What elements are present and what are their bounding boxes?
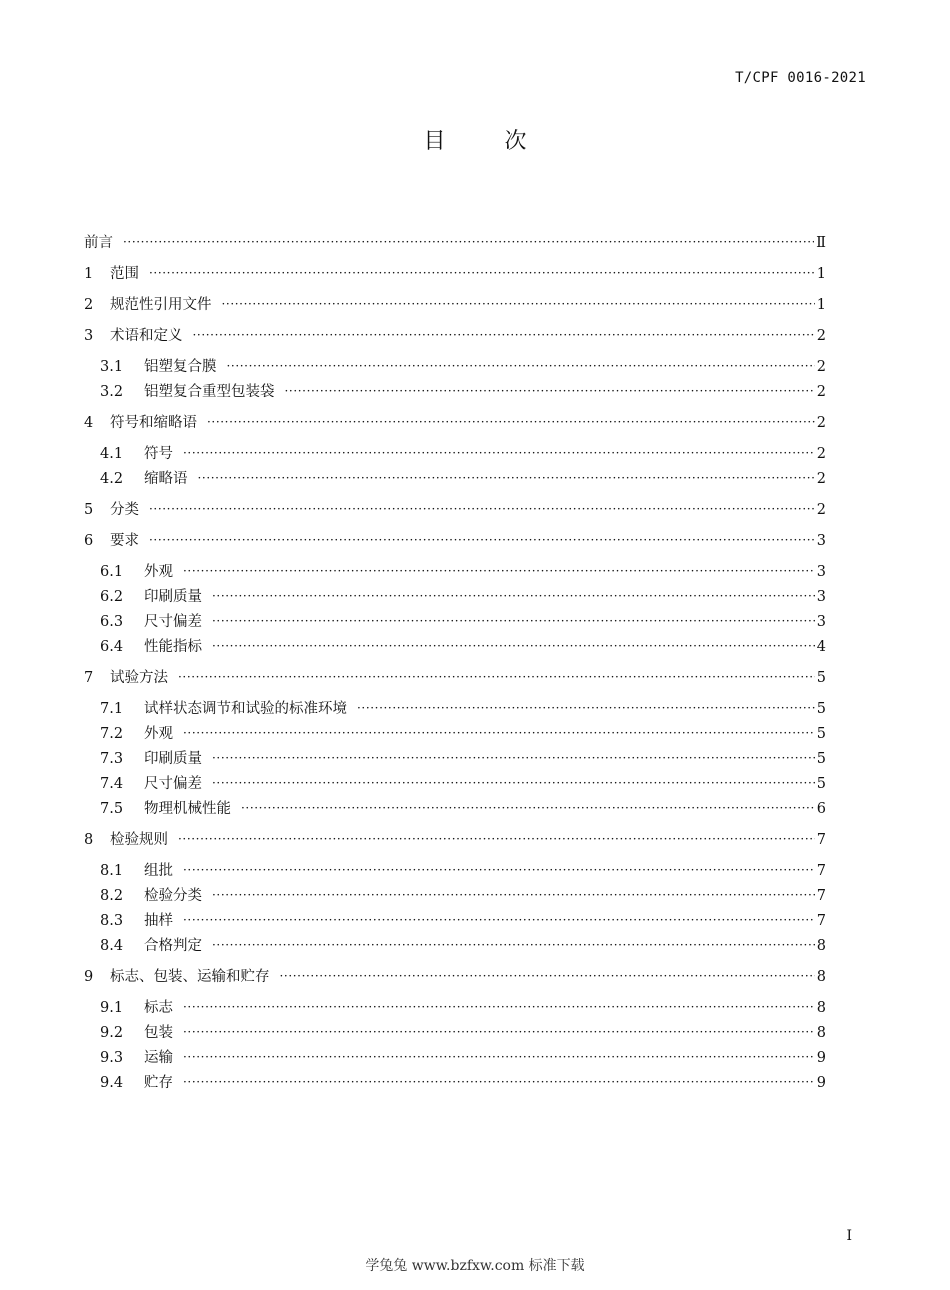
toc-entry-number: 7.2	[100, 725, 124, 742]
toc-entry-page: 7	[816, 831, 826, 848]
toc-entry[interactable]	[84, 295, 826, 312]
toc-entry[interactable]	[84, 1023, 826, 1040]
toc-entry[interactable]	[84, 531, 826, 548]
toc-entry[interactable]	[84, 886, 826, 903]
toc-entry-number: 8	[84, 831, 94, 848]
toc-entry-page: 5	[816, 669, 826, 686]
toc-entry-page: 7	[816, 912, 826, 929]
dot-leader	[212, 615, 815, 627]
toc-entry-page: 8	[816, 937, 826, 954]
toc-entry-label: 外观	[144, 725, 173, 742]
toc-entry[interactable]	[84, 357, 826, 374]
toc-entry[interactable]	[84, 668, 826, 685]
toc-entry-page: 7	[816, 887, 826, 904]
toc-entry[interactable]	[84, 444, 826, 461]
toc-entry-label: 前言	[84, 234, 113, 251]
dot-leader	[183, 1026, 815, 1038]
toc-entry-number: 9.1	[100, 999, 124, 1016]
toc-entry[interactable]	[84, 1048, 826, 1065]
footer-watermark: 学兔兔 www.bzfxw.com 标准下载	[365, 1258, 585, 1274]
dot-leader	[183, 1001, 815, 1013]
toc-entry-label: 尺寸偏差	[144, 613, 202, 630]
dot-leader	[183, 727, 815, 739]
toc-entry-page: 7	[816, 862, 826, 879]
toc-entry-page: 5	[816, 725, 826, 742]
dot-leader	[212, 939, 815, 951]
toc-entry-page: 2	[816, 414, 826, 431]
toc-entry-label: 贮存	[144, 1074, 173, 1091]
toc-entry[interactable]	[84, 562, 826, 579]
toc-entry-label: 规范性引用文件	[110, 296, 212, 313]
toc-entry-number: 7.1	[100, 700, 124, 717]
toc-entry-number: 3	[84, 327, 94, 344]
page-number: I	[846, 1228, 852, 1244]
toc-entry-label: 组批	[144, 862, 173, 879]
toc-entry[interactable]	[84, 637, 826, 654]
toc-entry-label: 检验规则	[110, 831, 168, 848]
dot-leader	[212, 590, 815, 602]
toc-entry-page: 3	[816, 563, 826, 580]
toc-entry-page: 1	[816, 296, 826, 313]
dot-leader	[207, 416, 815, 428]
toc-entry-label: 缩略语	[144, 470, 188, 487]
toc-entry-number: 8.4	[100, 937, 124, 954]
dot-leader	[149, 267, 815, 279]
toc-entry-label: 术语和定义	[110, 327, 183, 344]
toc-entry[interactable]	[84, 587, 826, 604]
toc-entry[interactable]	[84, 774, 826, 791]
toc-entry-label: 分类	[110, 501, 139, 518]
dot-leader	[212, 777, 815, 789]
dot-leader	[183, 1051, 815, 1063]
toc-entry-number: 6	[84, 532, 94, 549]
toc-entry[interactable]	[84, 1073, 826, 1090]
toc-entry[interactable]	[84, 998, 826, 1015]
toc-entry-number: 6.3	[100, 613, 124, 630]
dot-leader	[183, 864, 815, 876]
toc-entry-label: 尺寸偏差	[144, 775, 202, 792]
toc-entry[interactable]	[84, 911, 826, 928]
toc-entry-page: 8	[816, 968, 826, 985]
dot-leader	[149, 503, 815, 515]
dot-leader	[222, 298, 815, 310]
toc-entry-number: 8.2	[100, 887, 124, 904]
toc-entry-number: 7.5	[100, 800, 124, 817]
toc-entry-page: 2	[816, 327, 826, 344]
dot-leader	[285, 385, 815, 397]
toc-entry[interactable]	[84, 612, 826, 629]
toc-entry-label: 检验分类	[144, 887, 202, 904]
toc-entry[interactable]	[84, 264, 826, 281]
toc-entry-page: 5	[816, 700, 826, 717]
toc-entry-label: 铝塑复合膜	[144, 358, 217, 375]
toc-entry-label: 符号和缩略语	[110, 414, 197, 431]
dot-leader	[227, 360, 815, 372]
toc-entry-number: 5	[84, 501, 94, 518]
toc-entry-label: 印刷质量	[144, 588, 202, 605]
dot-leader	[212, 640, 815, 652]
toc-entry-page: 2	[816, 383, 826, 400]
toc-entry-page: 5	[816, 750, 826, 767]
dot-leader	[183, 447, 815, 459]
toc-entry-number: 2	[84, 296, 94, 313]
toc-entry-number: 4.2	[100, 470, 124, 487]
toc-entry[interactable]	[84, 699, 826, 716]
toc-entry[interactable]	[84, 799, 826, 816]
toc-entry-page: 2	[816, 501, 826, 518]
toc-entry[interactable]	[84, 233, 826, 250]
toc-entry-number: 8.1	[100, 862, 124, 879]
toc-entry-label: 范围	[110, 265, 139, 282]
toc-entry-label: 标志、包装、运输和贮存	[110, 968, 270, 985]
toc-entry-number: 7.4	[100, 775, 124, 792]
toc-entry-label: 印刷质量	[144, 750, 202, 767]
toc-entry-label: 抽样	[144, 912, 173, 929]
toc-entry-label: 合格判定	[144, 937, 202, 954]
toc-entry[interactable]	[84, 936, 826, 953]
toc-entry-number: 4	[84, 414, 94, 431]
toc-entry-page: 3	[816, 588, 826, 605]
dot-leader	[149, 534, 815, 546]
toc-entry-page: 8	[816, 1024, 826, 1041]
toc-entry-page: 3	[816, 532, 826, 549]
table-of-contents	[84, 233, 826, 1090]
dot-leader	[183, 914, 815, 926]
toc-entry-number: 9.4	[100, 1074, 124, 1091]
toc-entry[interactable]	[84, 500, 826, 517]
toc-entry-label: 性能指标	[144, 638, 202, 655]
toc-entry-number: 8.3	[100, 912, 124, 929]
toc-entry[interactable]	[84, 861, 826, 878]
toc-entry-label: 试样状态调节和试验的标准环境	[144, 700, 347, 717]
dot-leader	[193, 329, 815, 341]
toc-entry-page: 2	[816, 470, 826, 487]
toc-entry-number: 4.1	[100, 445, 124, 462]
toc-entry-number: 9	[84, 968, 94, 985]
toc-entry[interactable]	[84, 469, 826, 486]
toc-entry-label: 物理机械性能	[144, 800, 231, 817]
toc-entry-label: 运输	[144, 1049, 173, 1066]
toc-entry-page: 9	[816, 1049, 826, 1066]
toc-entry-label: 铝塑复合重型包装袋	[144, 383, 275, 400]
dot-leader	[178, 833, 815, 845]
toc-entry[interactable]	[84, 724, 826, 741]
toc-entry-number: 6.2	[100, 588, 124, 605]
toc-entry-number: 3.2	[100, 383, 124, 400]
toc-entry-page: 8	[816, 999, 826, 1016]
toc-title: 目 次	[423, 129, 553, 154]
toc-entry[interactable]	[84, 326, 826, 343]
toc-entry-page: 6	[816, 800, 826, 817]
toc-entry-number: 3.1	[100, 358, 124, 375]
dot-leader	[198, 472, 815, 484]
standard-code: T/CPF 0016-2021	[735, 70, 866, 86]
toc-entry-number: 6.4	[100, 638, 124, 655]
toc-entry[interactable]	[84, 413, 826, 430]
toc-entry-label: 符号	[144, 445, 173, 462]
dot-leader	[178, 671, 815, 683]
toc-entry[interactable]	[84, 830, 826, 847]
toc-entry-page: 1	[816, 265, 826, 282]
dot-leader	[241, 802, 815, 814]
toc-entry-page: 9	[816, 1074, 826, 1091]
toc-entry-page: 5	[816, 775, 826, 792]
toc-entry-page: 2	[816, 445, 826, 462]
toc-entry-label: 包装	[144, 1024, 173, 1041]
dot-leader	[123, 236, 814, 248]
toc-entry-page: 3	[816, 613, 826, 630]
toc-entry[interactable]	[84, 749, 826, 766]
toc-entry-label: 试验方法	[110, 669, 168, 686]
toc-entry-number: 9.3	[100, 1049, 124, 1066]
toc-entry-page: Ⅱ	[816, 234, 826, 251]
toc-entry-number: 1	[84, 265, 94, 282]
toc-entry[interactable]	[84, 967, 826, 984]
toc-entry-number: 7.3	[100, 750, 124, 767]
dot-leader	[212, 752, 815, 764]
dot-leader	[183, 1076, 815, 1088]
toc-entry-label: 标志	[144, 999, 173, 1016]
toc-entry-number: 7	[84, 669, 94, 686]
toc-entry-label: 外观	[144, 563, 173, 580]
toc-entry[interactable]	[84, 382, 826, 399]
toc-entry-label: 要求	[110, 532, 139, 549]
toc-entry-number: 6.1	[100, 563, 124, 580]
dot-leader	[183, 565, 815, 577]
toc-entry-page: 2	[816, 358, 826, 375]
toc-entry-page: 4	[816, 638, 826, 655]
dot-leader	[212, 889, 815, 901]
dot-leader	[280, 970, 815, 982]
toc-entry-number: 9.2	[100, 1024, 124, 1041]
dot-leader	[357, 702, 815, 714]
